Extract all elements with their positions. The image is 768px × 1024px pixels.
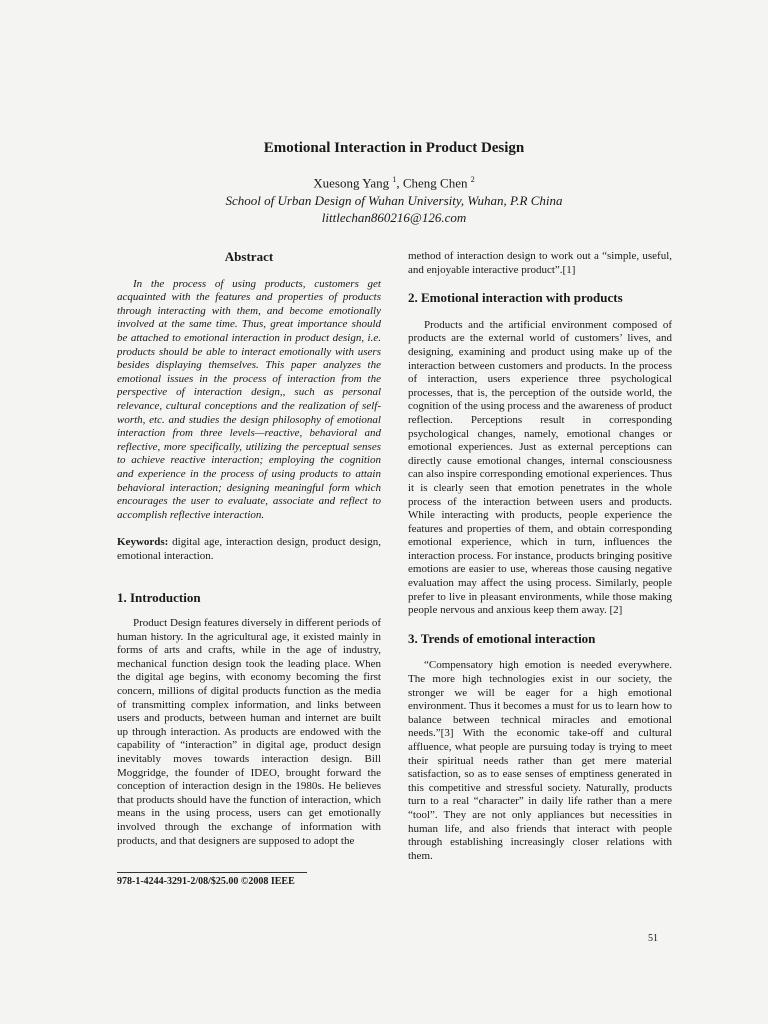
section-2-heading: 2. Emotional interaction with products bbox=[408, 290, 623, 306]
section-2-text: Products and the artificial environment composed of products are the external world of customers’ lives, and designing, examining and product using make up of the interaction between customers and products. In the process of interaction, users experience three psychological processes, that is, the perception of the outside world, the cognition of the using process and the awareness of product reflection. Perceptions result in corresponding psychological changes, namely, emotional changes or emotional experiences. Just as external perceptions can directly cause emotional changes, internal consciousness can also inspire corresponding emotional experiences. Thus it is clearly seen that emotion penetrates in the whole process of the interaction between users and products. While interacting with products, people experience the features and properties of them, and obtain corresponding emotional experience, which in turn, influences the interaction process. For instance, products bringing positive emotions are easier to use, whereas those causing negative evaluation may affect the using process. Similarly, people prefer to live in pleasant environments, while those making people nervous and anxious keep them away. [2] bbox=[408, 318, 672, 617]
page-number: 51 bbox=[648, 933, 658, 944]
section-1-text: Product Design features diversely in different periods of human history. In the agricultural age, it existed mainly in forms of arts and crafts, while in the age of industry, mechanical function design took the leading place. When the digital age begins, with economy becoming the first concern, millions of digital products function as the media of transmitting complex information, and links between users and products, between human and internet are built up through interaction. As products are endowed with the capability of “interaction” in digital age, product design inevitably moves towards interaction design. Bill Moggridge, the founder of IDEO, brought forward the conception of interaction design in the 1980s. He believes that products should have the function of interaction, which means in the using process, users can get emotionally involved through the exchange of information with products, and that designers are supposed to adopt the bbox=[117, 617, 381, 847]
affiliation: School of Urban Design of Wuhan University, Wuhan, P.R China bbox=[225, 193, 563, 208]
left-column bbox=[117, 250, 381, 848]
author-name: Xuesong Yang bbox=[313, 175, 390, 191]
email: littlechan860216@126.com bbox=[321, 210, 467, 225]
abstract-text: In the process of using products, customers get acquainted with the features and properties of products through interacting with them, and become emotionally involved at the same time. Thus, great importance should be attached to emotional interaction in product design, i.e. products should be able to interact emotionally with users besides displaying themselves. This paper analyzes the emotional issues in the process of interaction from the perspective of interaction design,, such as personal relevance, cultural conceptions and the realization of self-worth, etc. and studies the design philosophy of emotional interaction from three levels—reactive, behavioral and reflective, more specifically, utilizing the perceptual senses to achieve reactive interaction; employing the cognition and experience in the process of using products to attain behavioral interaction; designing meaningful form which encourages the user to evaluate, associate and reflect to accomplish reflective interaction. bbox=[117, 277, 381, 521]
right-column bbox=[408, 250, 672, 863]
abstract-heading: Abstract bbox=[224, 249, 274, 264]
keywords-label: Keywords: bbox=[117, 536, 169, 549]
section-1-continued: method of interaction design to work out a “simple, useful, and enjoyable interactive product”.[1] bbox=[408, 250, 672, 276]
author-sup-2: 2 bbox=[470, 175, 475, 184]
affiliation-block bbox=[0, 192, 768, 226]
author-line bbox=[0, 175, 768, 191]
section-3-heading: 3. Trends of emotional interaction bbox=[408, 630, 596, 646]
copyright-notice: 978-1-4244-3291-2/08/$25.00 ©2008 IEEE bbox=[117, 872, 307, 887]
author-sup-1: 1 bbox=[392, 175, 397, 184]
author-name-2: , Cheng Chen bbox=[396, 175, 471, 191]
section-3-text: “Compensatory high emotion is needed everywhere. The more high technologies exist in our society, the stronger we will be eager for a high emotional environment. Thus it becomes a must for us to learn how to balance between technical miracles and emotional needs.”[3] With the economic take-off and cultural affluence, what people are pursuing today is trying to meet their spiritual needs rather than get mere material satisfaction, so as to ease senses of emptiness generated in this competitive and stressful society. Naturally, products turn to a real “character” in daily life rather than a mere “tool”. They are not only appliances but necessities in human life, and also friends that interact with people through establishing increasingly closer relations with them. bbox=[408, 659, 672, 862]
keywords bbox=[117, 536, 381, 563]
section-1-heading: 1. Introduction bbox=[117, 590, 201, 606]
keywords-text: digital age, interaction design, product design, emotional interaction. bbox=[117, 536, 381, 562]
paper-title: Emotional Interaction in Product Design bbox=[263, 140, 525, 156]
